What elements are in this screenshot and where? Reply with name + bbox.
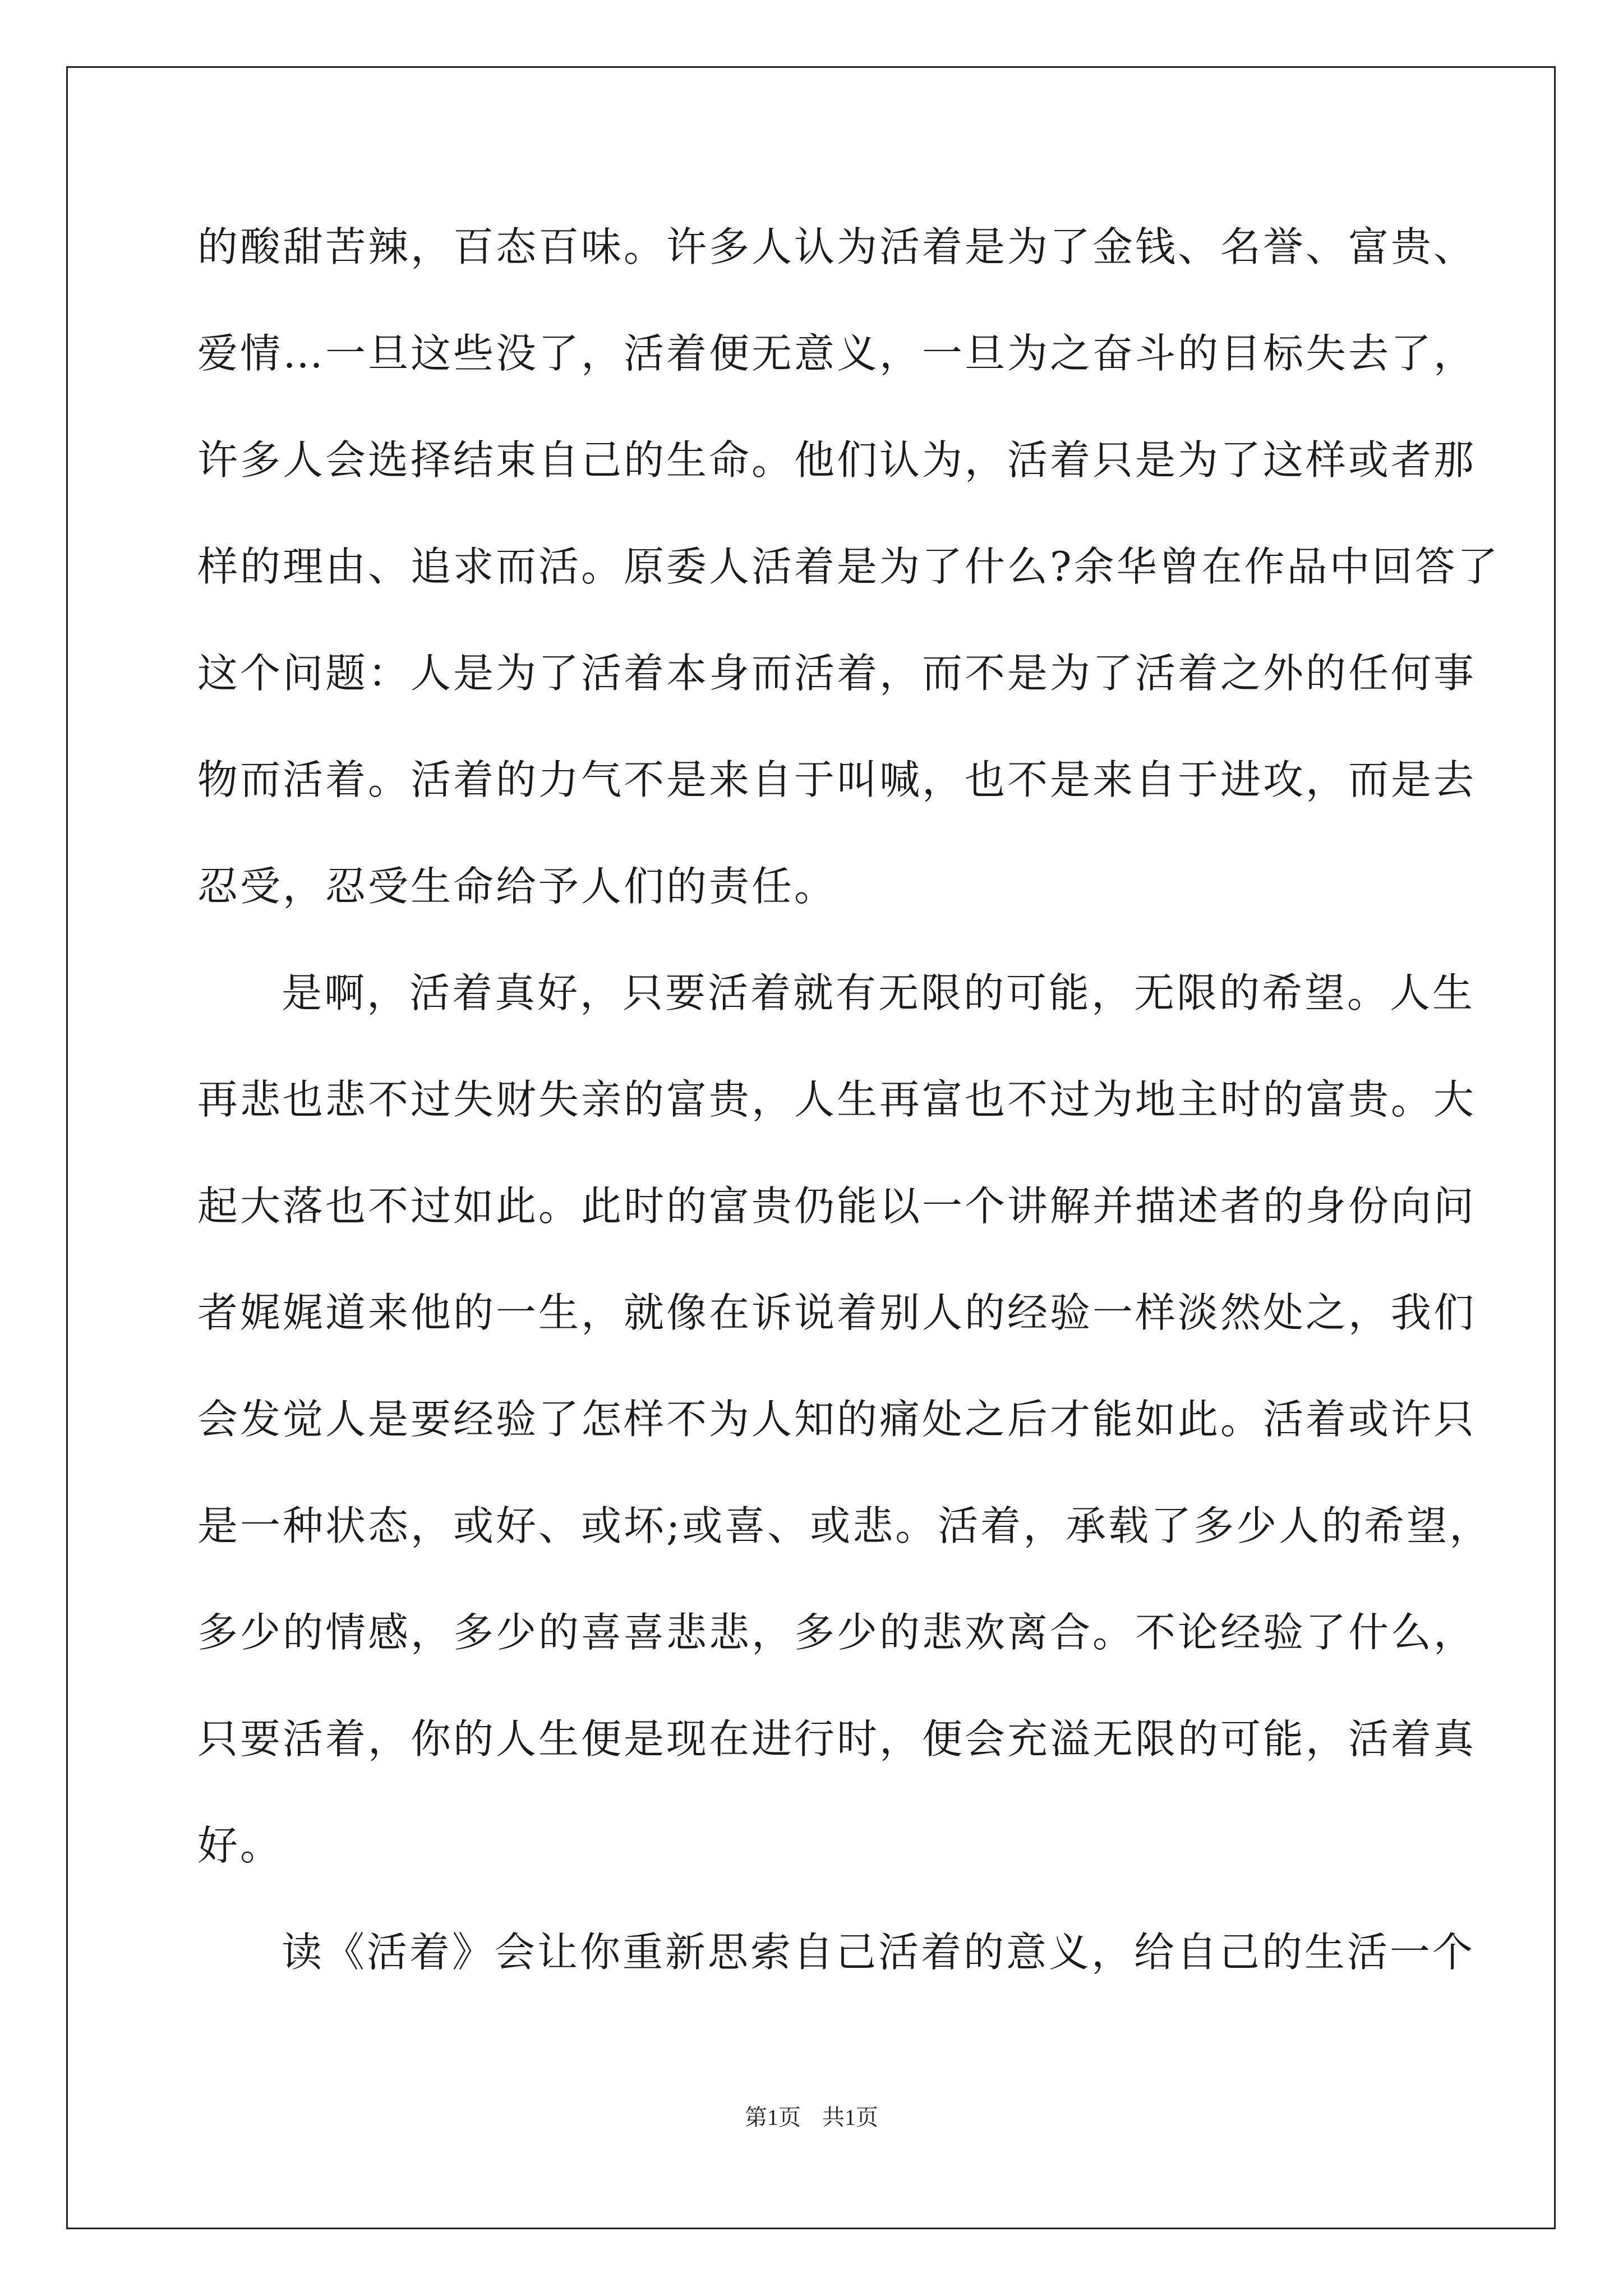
text-line: 多少的情感，多少的喜喜悲悲，多少的悲欢离合。不论经验了什么， [197,1609,1477,1656]
text-line: 是一种状态，或好、或坏;或喜、或悲。活着，承载了多少人的希望， [197,1502,1492,1549]
document-body [197,194,1500,2005]
text-line: 只要活着，你的人生便是现在进行时，便会充溢无限的可能，活着真 [197,1715,1477,1763]
text-line: 许多人会选择结束自己的生命。他们认为，活着只是为了这样或者那 [197,436,1477,484]
text-line: 会发觉人是要经验了怎样不为人知的痛处之后才能如此。活着或许只 [197,1396,1477,1443]
page-number: 第1页 [745,2105,801,2130]
text-line: 再悲也悲不过失财失亲的富贵，人生再富也不过为地主时的富贵。大 [197,1076,1477,1123]
text-line: 样的理由、追求而活。原委人活着是为了什么?余华曾在作品中回答了 [197,543,1500,590]
text-line: 好。 [197,1822,283,1869]
total-pages: 共1页 [822,2105,878,2130]
page-footer [0,2101,1623,2134]
text-line: 起大落也不过如此。此时的富贵仍能以一个讲解并描述者的身份向问 [197,1182,1477,1230]
text-line: 这个问题：人是为了活着本身而活着，而不是为了活着之外的任何事 [197,650,1477,697]
paragraph-start-line: 读《活着》会让你重新思索自己活着的意义，给自己的生活一个 [282,1929,1476,1976]
text-line: 爱情…一旦这些没了，活着便无意义，一旦为之奋斗的目标失去了， [197,330,1477,377]
paragraph-start-line: 是啊，活着真好，只要活着就有无限的可能，无限的希望。人生 [282,969,1476,1016]
text-line: 物而活着。活着的力气不是来自于叫喊，也不是来自于进攻，而是去 [197,756,1477,803]
text-line: 忍受，忍受生命给予人们的责任。 [197,863,837,910]
text-line: 者娓娓道来他的一生，就像在诉说着别人的经验一样淡然处之，我们 [197,1289,1477,1336]
text-line: 的酸甜苦辣，百态百味。许多人认为活着是为了金钱、名誉、富贵、 [197,223,1477,270]
